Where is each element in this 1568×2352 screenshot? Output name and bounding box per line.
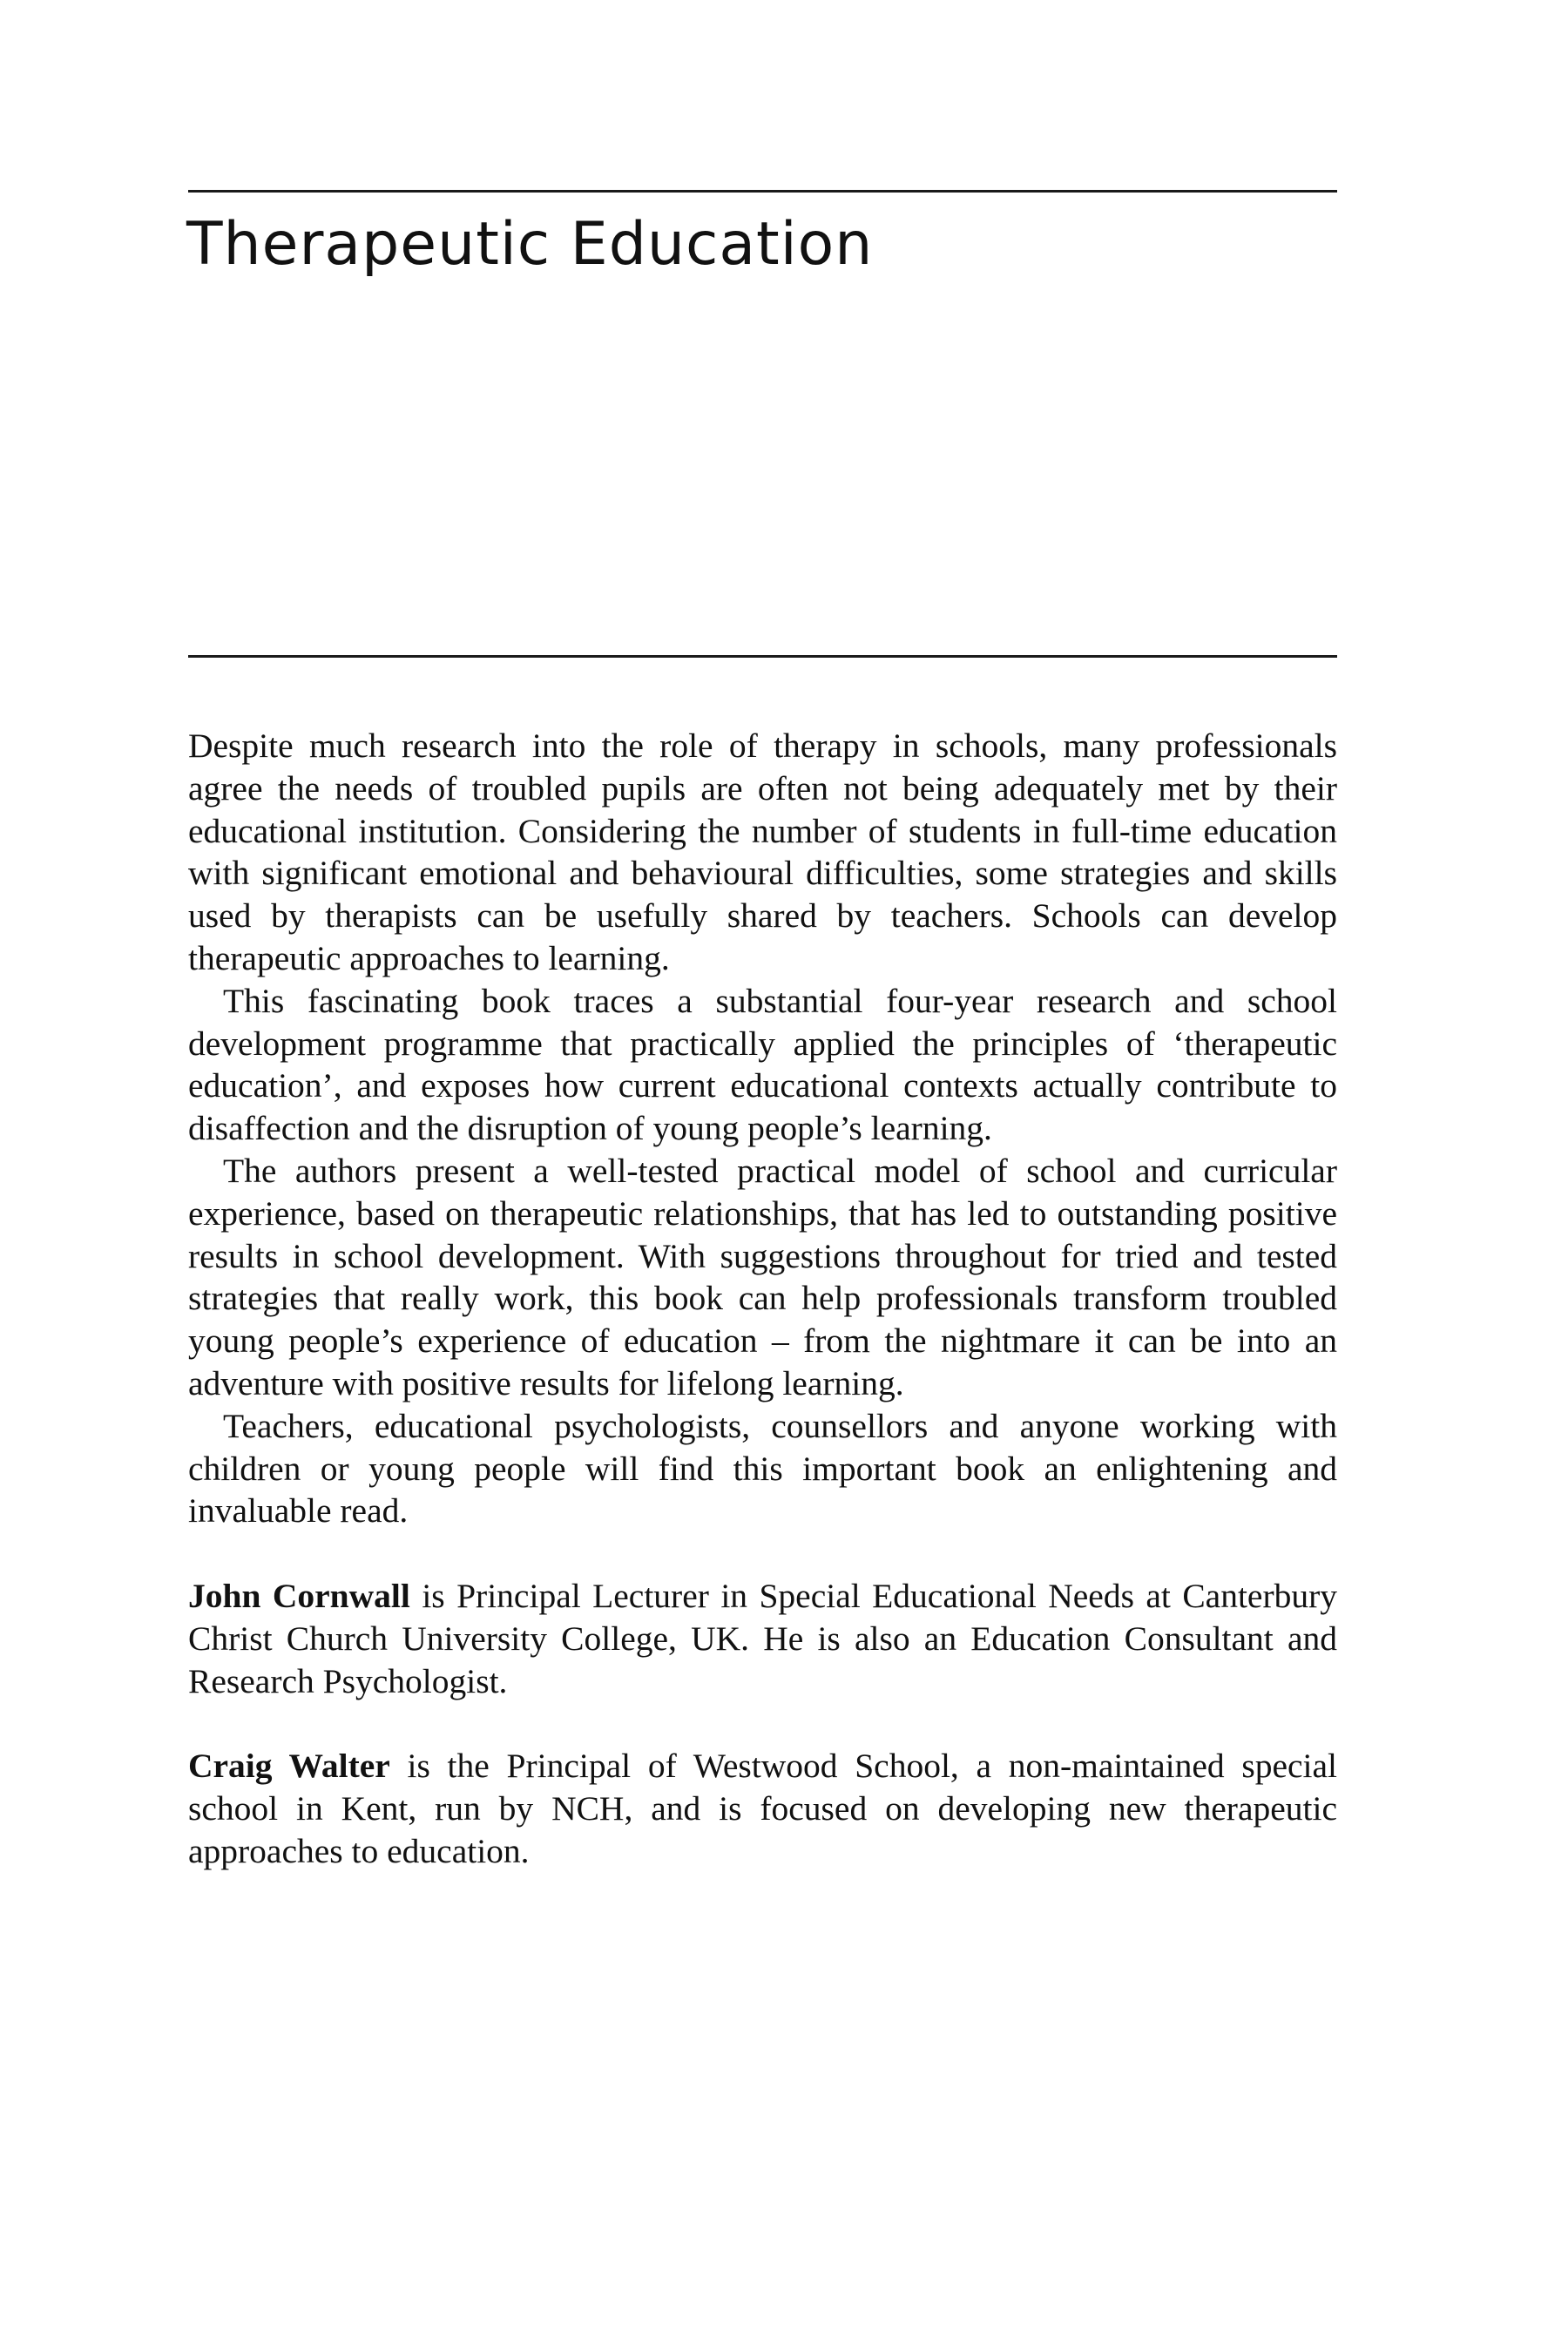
author-bio-text: is the Principal of Westwood School, a non-maintained special school in Kent, run by NCH, and is focused on developing new therapeutic approaches to education. <box>188 1747 1337 1870</box>
book-description <box>188 725 1337 1873</box>
author-bio-john-cornwall <box>188 1575 1337 1702</box>
book-title: Therapeutic Education <box>186 210 874 279</box>
author-bio-text: is Principal Lecturer in Special Educational Needs at Canterbury Christ Church University College, UK. He is also an Education Consultant and Research Psychologist. <box>188 1576 1338 1700</box>
description-paragraph: The authors present a well-tested practical model of school and curricular experience, based on therapeutic relationships, that has led to outstanding positive results in school development. With suggestions throughout for tried and tested strategies that really work, this book can help professionals transform troubled young people’s experience of education – from the nightmare it can be into an adventure with positive results for lifelong learning. <box>188 1151 1337 1402</box>
description-paragraph: Despite much research into the role of therapy in schools, many professionals agree the needs of troubled pupils are often not being adequately met by their educational institution. Considering the number of students in full-time education with significant emotional and behavioural difficulties, some strategies and skills used by therapists can be usefully shared by teachers. Schools can develop therapeutic approaches to learning. <box>188 727 1337 977</box>
description-paragraph: This fascinating book traces a substantial four-year research and school development programme that practically applied the principles of ‘therapeutic education’, and exposes how current educational contexts actually contribute to disaffection and the disruption of young people’s learning. <box>188 981 1337 1148</box>
author-bio-craig-walter <box>188 1745 1337 1872</box>
description-paragraph: Teachers, educational psychologists, counsellors and anyone working with children or young people will find this important book an enlightening and invaluable read. <box>188 1406 1337 1531</box>
bottom-rule <box>188 655 1337 658</box>
author-name: John Cornwall <box>188 1576 410 1615</box>
top-rule <box>188 190 1337 193</box>
author-name: Craig Walter <box>188 1747 390 1786</box>
